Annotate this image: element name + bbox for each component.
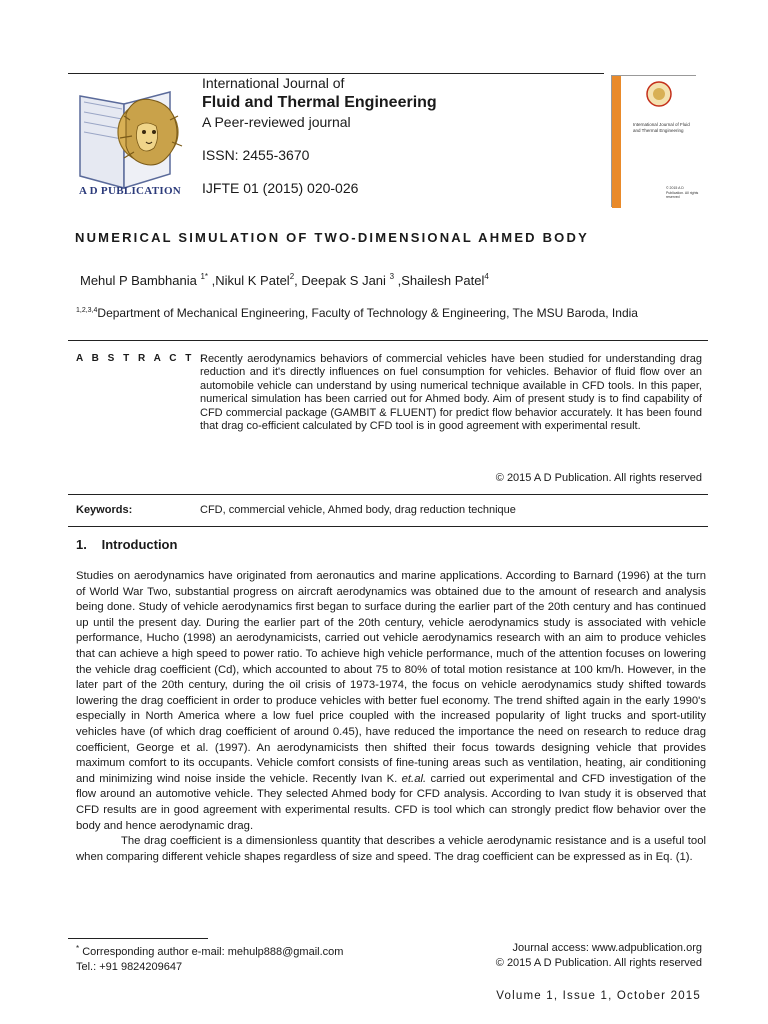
author-list: Mehul P Bambhania $^{1*}$ ,Nikul K Patel$^2$, Deepak S Jani $^3$ ,Shailesh Patel$^4$ (80, 272, 489, 288)
keywords-bottom-rule (68, 526, 708, 527)
cover-stripe (612, 76, 621, 208)
author-sup: 1* (200, 272, 209, 281)
abstract-top-rule (68, 340, 708, 341)
keywords-label: Keywords: (76, 504, 133, 516)
affiliation-text: Department of Mechanical Engineering, Faculty of Technology & Engineering, The MSU Baroda, India (97, 306, 638, 320)
header-top-rule (68, 73, 604, 74)
corresponding-marker: * (76, 944, 80, 953)
telephone: Tel.: +91 9824209647 (76, 961, 183, 973)
cover-page (621, 76, 697, 208)
abstract-label: A B S T R A C T : (76, 353, 207, 364)
citation: IJFTE 01 (2015) 020-026 (202, 180, 359, 196)
cover-emblem-icon (645, 80, 673, 108)
author-name: Mehul P Bambhania (80, 273, 197, 288)
footnote-right (496, 941, 702, 971)
keywords-text: CFD, commercial vehicle, Ahmed body, drag reduction technique (200, 504, 516, 516)
author-sup: 4 (484, 272, 489, 281)
journal-cover (611, 75, 699, 207)
logo-caption: A D PUBLICATION (78, 185, 182, 197)
section-heading (76, 537, 177, 552)
abstract-copyright: © 2015 A D Publication. All rights reserved (495, 472, 702, 484)
author-sup: 2 (289, 272, 295, 281)
etal-text: et.al. (401, 772, 427, 785)
introduction-body (76, 569, 706, 865)
journal-access: Journal access: www.adpublication.org (512, 942, 702, 954)
corresponding-email: Corresponding author e-mail: mehulp888@gmail.com (82, 946, 344, 958)
footer-copyright: © 2015 A D Publication. All rights reserved (495, 957, 702, 969)
journal-type: A Peer-reviewed journal (202, 114, 351, 130)
journal-name: Fluid and Thermal Engineering (202, 94, 437, 111)
volume-info: Volume 1, Issue 1, October 2015 (496, 990, 701, 1002)
abstract-text: Recently aerodynamics behaviors of commercial vehicles have been studied for understanding drag reduction and it's directly influences on fuel consumption for vehicles. Behavior of fluid flow over an automobile vehicle can understand by using numerical technique available in CFD tools. In this paper, numerical simulation has been carried out for Ahmed body. Aim of present study is to find capability of CFD commercial package (GAMBIT & FLUENT) for predict flow behavior accurately. It has been found that drag co-efficient calculated by CFD tool is in good agreement with experimental result. (200, 353, 702, 433)
paper-title: NUMERICAL SIMULATION OF TWO-DIMENSIONAL AHMED BODY (75, 230, 589, 245)
section-number: 1. (76, 537, 87, 552)
affiliation (76, 306, 638, 320)
author-name: Nikul K Patel (215, 273, 290, 288)
journal-prefix: International Journal of (202, 75, 345, 91)
author-sup: 3 (389, 272, 395, 281)
affiliation-sup: 1,2,3,4 (76, 307, 98, 314)
footnote-rule (68, 938, 208, 939)
paragraph: Studies on aerodynamics have originated from aeronautics and marine applications. According to Barnard (1996) at the turn of World War Two, substantial progress on aircraft aerodynamics was obtained due to the amount of research and analysis being done. Study of vehicle aerodynamics first began to surface during the earlier part of the 20th century and has continued up until the present day. During the earlier part of the 20th century, vehicle aerodynamics study is associated with vehicle performance, Hucho (1998) an aerodynamicists, carried out vehicle aerodynamics research with an aim to produce vehicles that can achieve a high speed to power ratio. To achieve high vehicle performance, much of the attention focuses on lowering the vehicle drag coefficient (Cd), which accounted to about 75 to 80% of total motion resistance at 100 km/h. However, in the later part of the 20th century, during the oil crisis of 1973-1974, the focus on vehicle aerodynamics study shifted towards lowering the drag coefficient in order to produce vehicles with better fuel economy. The trend shifted again in the early 1990's especially in North America where a low fuel price coupled with the increased popularity of light trucks and sport-utility vehicles have (of which drag coefficient of around 0.45), have reduced the importance the need on research to reduce drag coefficient, George et al. (1997). An aerodynamicists then shifted their focus towards designing vehicle that provides maximum comfort to its occupants. Vehicle comfort consists of fine-tuning areas such as ventilation, heating, air conditioning and minimizing wind noise inside the vehicle. Recently Ivan K. et.al. carried out experimental and CFD investigation of the flow around an automotive vehicle. They selected Ahmed body for CFD analysis. According to Ivan study it is observed that CFD results are in good agreement with experimental results. CFD is tool which can strongly predict flow behavior over the body and hence aerodynamic drag. (76, 570, 706, 832)
author-name: Shailesh Patel (401, 273, 485, 288)
footnote-left (76, 941, 343, 975)
abstract-bottom-rule (68, 494, 708, 495)
paragraph: The drag coefficient is a dimensionless quantity that describes a vehicle aerodynamic resistance and is a useful tool when comparing different vehicle shapes regardless of size and speed. The drag coefficient can be expressed as in Eq. (1). (76, 835, 706, 863)
cover-title: International Journal of Fluid and Thermal Engineering (633, 122, 690, 133)
issn: ISSN: 2455-3670 (202, 147, 310, 163)
author-name: Deepak S Jani (301, 273, 386, 288)
cover-rights: © 2015 A D Publication. All rights reserved (666, 186, 699, 199)
section-title: Introduction (101, 537, 178, 552)
